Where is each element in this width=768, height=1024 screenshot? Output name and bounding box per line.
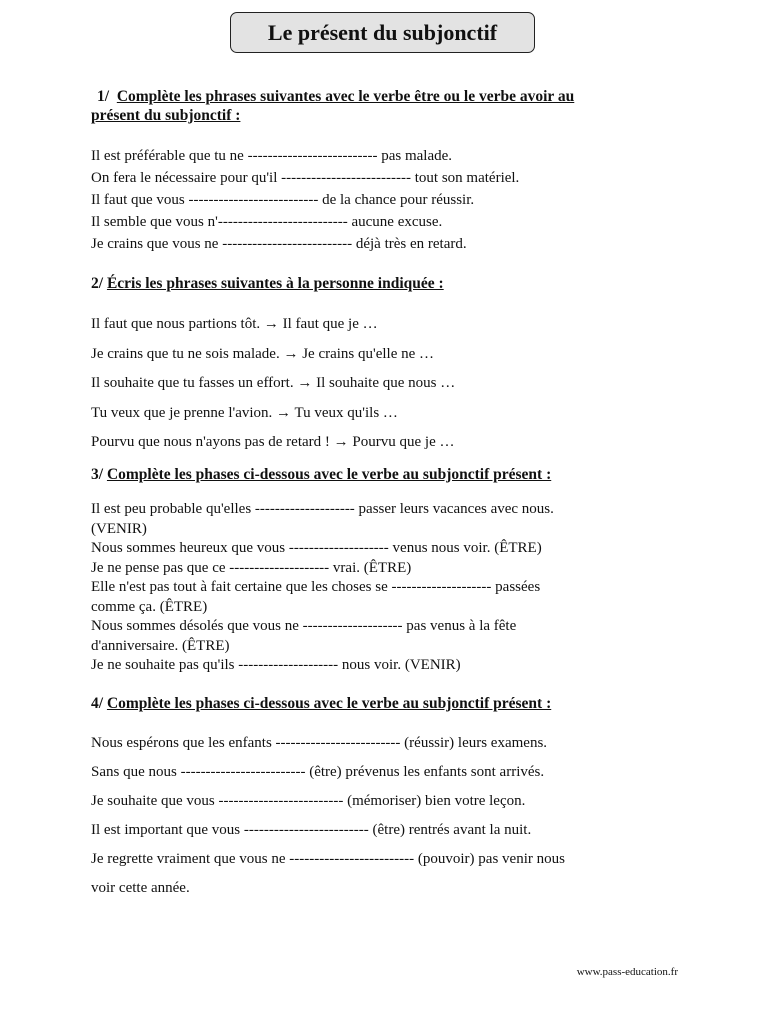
exercise-2-heading: [91, 274, 691, 293]
exercise-2-sentence: Il souhaite que tu fasses un effort. → Il souhaite que nous …: [91, 375, 456, 391]
exercise-2-title: Écris les phrases suivantes à la personne indiquée :: [106, 275, 444, 292]
exercise-3-sentence: (VENIR): [91, 520, 147, 537]
exercise-4: [91, 694, 691, 903]
exercise-4-title: Complète les phases ci-dessous avec le verbe au subjonctif présent :: [106, 695, 552, 712]
exercise-3-heading: [91, 465, 691, 484]
exercise-2: [91, 274, 691, 458]
exercise-2-sentence: Je crains que tu ne sois malade. → Je crains qu'elle ne …: [91, 345, 435, 362]
page-title-box: [230, 12, 535, 53]
footer-website-link[interactable]: www.pass-education.fr: [576, 966, 678, 978]
exercise-1-heading: [91, 87, 691, 125]
exercise-4-sentence: Sans que nous ------------------------- (être) prévenus les enfants sont arrivés.: [91, 764, 545, 780]
exercise-3-sentence: Nous sommes heureux que vous -------------------- venus nous voir. (ÊTRE): [91, 540, 542, 556]
exercise-1-title-line2: présent du subjonctif :: [91, 107, 241, 124]
exercise-1-sentence: Il semble que vous n'-------------------------- aucune excuse.: [91, 214, 443, 230]
exercise-3-sentence: Je ne souhaite pas qu'ils -------------------- nous voir. (VENIR): [91, 657, 461, 673]
exercise-4-sentence: Je souhaite que vous ------------------------- (mémoriser) bien votre leçon.: [91, 793, 526, 809]
exercise-4-sentence: Il est important que vous ------------------------- (être) rentrés avant la nuit.: [91, 822, 532, 838]
exercise-1-sentence: Il faut que vous -------------------------- de la chance pour réussir.: [91, 192, 475, 208]
exercise-2-number: 2/: [91, 275, 104, 292]
page-title: Le présent du subjonctif: [267, 19, 498, 45]
exercise-3-sentence: Je ne pense pas que ce -------------------- vrai. (ÊTRE): [91, 559, 412, 576]
exercise-2-sentence: Pourvu que nous n'ayons pas de retard ! → Pourvu que je …: [91, 434, 455, 450]
exercise-1-sentence: Il est préférable que tu ne -------------------------- pas malade.: [91, 148, 453, 164]
exercise-1-sentence: On fera le nécessaire pour qu'il -------------------------- tout son matériel.: [91, 170, 520, 186]
exercise-4-heading: [91, 694, 691, 713]
exercise-3: [91, 465, 691, 676]
exercise-1-number: 1/: [97, 88, 110, 105]
exercise-3-sentence: Nous sommes désolés que vous ne -------------------- pas venus à la fête: [91, 618, 517, 634]
exercise-4-number: 4/: [91, 695, 104, 712]
exercise-2-sentence: Tu veux que je prenne l'avion. → Tu veux qu'ils …: [91, 404, 398, 421]
exercise-4-sentence: voir cette année.: [91, 880, 190, 896]
exercise-3-sentence: d'anniversaire. (ÊTRE): [91, 637, 230, 654]
exercise-3-number: 3/: [91, 466, 104, 483]
exercise-1: [91, 87, 691, 255]
exercise-3-sentence: Il est peu probable qu'elles -------------------- passer leurs vacances avec nous.: [91, 501, 554, 517]
exercise-3-sentence: comme ça. (ÊTRE): [91, 598, 208, 615]
exercise-1-title-line1: Complète les phrases suivantes avec le verbe être ou le verbe avoir au: [116, 88, 575, 105]
exercise-4-sentence: Nous espérons que les enfants ------------------------- (réussir) leurs examens.: [91, 735, 548, 751]
exercise-2-sentence: Il faut que nous partions tôt. → Il faut que je …: [91, 316, 378, 332]
exercise-1-sentence: Je crains que vous ne -------------------------- déjà très en retard.: [91, 236, 467, 252]
exercise-3-sentence: Elle n'est pas tout à fait certaine que les choses se -------------------- passées: [91, 579, 541, 595]
exercise-4-sentence: Je regrette vraiment que vous ne ------------------------- (pouvoir) pas venir nous: [91, 851, 565, 867]
exercise-3-title: Complète les phases ci-dessous avec le verbe au subjonctif présent :: [106, 466, 552, 483]
